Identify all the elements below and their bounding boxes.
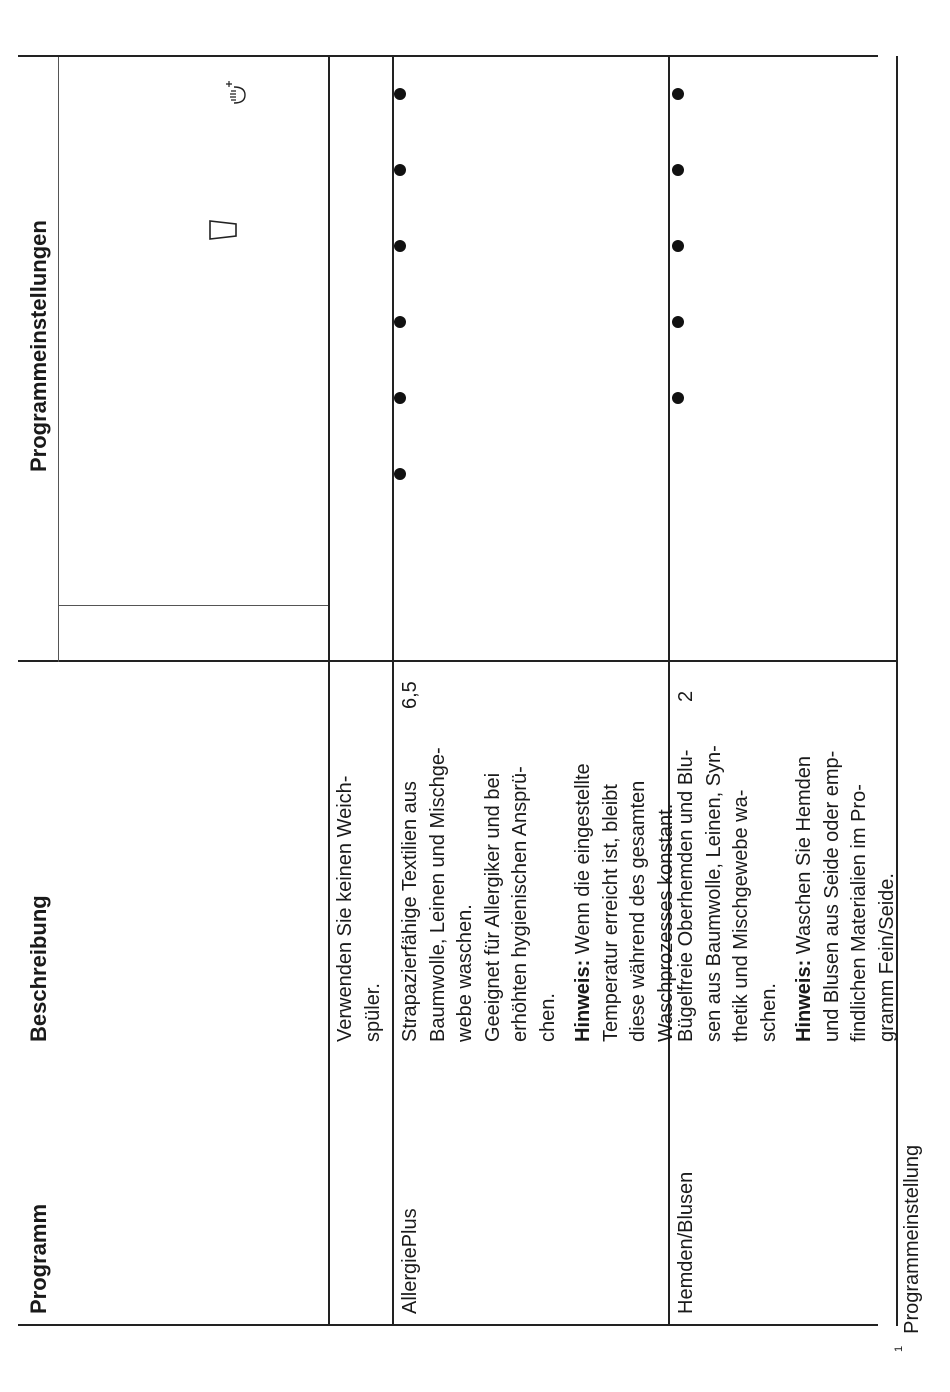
- drum-icon: [208, 218, 238, 242]
- row-2-description-line: chen.: [536, 993, 559, 1042]
- setting-dot: [394, 88, 406, 100]
- row-3-note-line: [791, 745, 819, 1042]
- setting-dot: [672, 316, 684, 328]
- row-3-note-line: gramm Fein/Seide.: [875, 873, 898, 1042]
- row-1-description-line: spüler.: [361, 983, 384, 1042]
- setting-dot: [394, 316, 406, 328]
- row-2-description-line: webe waschen.: [454, 904, 476, 1042]
- row-3-note-line: und Blusen aus Seide oder emp-: [820, 750, 843, 1042]
- footnote-marker: 1: [893, 1345, 906, 1352]
- row-2-description-line: Strapazierfähige Textilien aus: [399, 781, 421, 1042]
- footnote: [893, 1144, 923, 1352]
- row-separator-2: [668, 56, 670, 1326]
- row-2-program: AllergiePlus: [399, 1208, 421, 1314]
- row-2-note-line: [570, 747, 598, 1042]
- header-separator: [328, 56, 330, 1326]
- row-3-description: [673, 745, 901, 1042]
- row-2-note-text: Wenn die eingestellte: [572, 763, 594, 960]
- row-3-note-label: Hinweis:: [793, 959, 815, 1042]
- setting-dot: [394, 164, 406, 176]
- table-bottom-edge: [896, 56, 898, 1326]
- row-3-load: 2: [675, 690, 697, 702]
- row-2-description-line: Baumwolle, Leinen und Mischge-: [426, 747, 449, 1042]
- row-1-description-line: Verwenden Sie keinen Weich-: [334, 775, 356, 1042]
- header-settings: Programmeinstellungen: [26, 220, 51, 472]
- row-3-note-text: Waschen Sie Hemden: [793, 755, 815, 960]
- row-3-description-line: Bügelfreie Oberhemden und Blu-: [675, 749, 697, 1042]
- row-2-description-line: Geeignet für Allergiker und bei: [481, 772, 504, 1042]
- setting-dot: [672, 240, 684, 252]
- row-2-note-line: Waschprozesses konstant.: [654, 803, 677, 1042]
- row-3-description-line: sen aus Baumwolle, Leinen, Syn-: [702, 745, 725, 1042]
- table-left-edge: [18, 1325, 878, 1327]
- row-3-description-line: schen.: [757, 983, 780, 1042]
- settings-subcolumn-left: [58, 605, 328, 606]
- row-2-note-label: Hinweis:: [572, 959, 594, 1042]
- footnote-text: Programmeinstellung: [901, 1144, 923, 1334]
- setting-dot: [394, 240, 406, 252]
- table-right-edge: [18, 56, 878, 58]
- hand-wash-plus-icon: [222, 78, 252, 108]
- header-description: Beschreibung: [26, 895, 51, 1042]
- setting-dot: [672, 392, 684, 404]
- setting-dot: [394, 468, 406, 480]
- column-divider-description-settings: [18, 661, 896, 663]
- row-3-note-line: findlichen Materialien im Pro-: [848, 784, 870, 1042]
- row-1-description: [332, 776, 387, 1042]
- setting-dot: [672, 88, 684, 100]
- row-3-description-line: thetik und Mischgewebe wa-: [730, 789, 752, 1042]
- row-2-description-line: erhöhten hygienischen Ansprü-: [509, 766, 531, 1042]
- setting-dot: [394, 392, 406, 404]
- setting-dot: [672, 164, 684, 176]
- settings-subheader-line: [58, 57, 59, 662]
- row-2-description: [397, 747, 680, 1042]
- row-2-load: 6,5: [399, 681, 421, 709]
- row-2-note-line: diese während des gesamten: [627, 780, 649, 1042]
- header-program: Programm: [26, 1203, 51, 1314]
- row-3-program: Hemden/Blusen: [675, 1171, 697, 1314]
- row-2-note-line: Temperatur erreicht ist, bleibt: [599, 784, 622, 1042]
